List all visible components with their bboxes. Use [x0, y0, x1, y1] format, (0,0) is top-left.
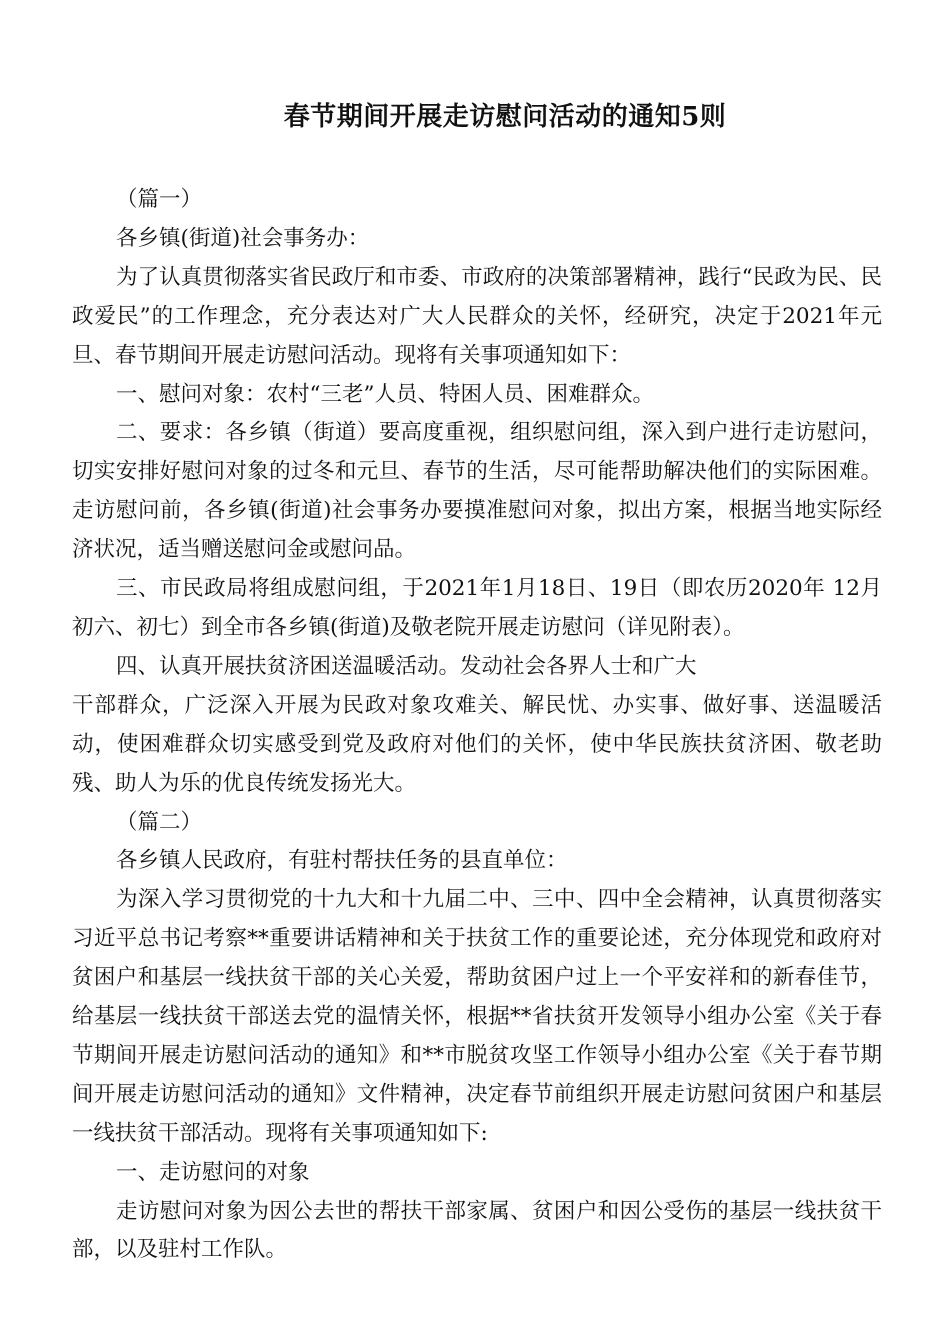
visit-targets-paragraph: 走访慰问对象为因公去世的帮扶干部家属、贫困户和因公受伤的基层一线扶贫干部，以及驻村工作队。 — [72, 1198, 882, 1263]
section-label-part-one: （篇一） — [116, 187, 203, 212]
salutation-paragraph: 各乡镇(街道)社会事务办： — [116, 225, 370, 251]
item-three-paragraph: 三、市民政局将组成慰问组，于2021年1月18日、19日（即农历2020年 12月初六、初七）到全市各乡镇(街道)及敬老院开展走访慰问（详见附表）。 — [72, 576, 882, 640]
intro-paragraph-two: 为深入学习贯彻党的十九大和十九届二中、三中、四中全会精神，认真贯彻落实习近平总书记考察**重要讲话精神和关于扶贫工作的重要论述，充分体现党和政府对贫困户和基层一线扶贫干部的关心关爱，帮助贫困户过上一个平安祥和的新春佳节，给基层一线扶贫干部送去党的温情关怀，根据**省扶贫开发领导小组办公室《关于春节期间开展走访慰问活动的通知》和**市脱贫攻坚工作领导小组办公室《关于春节期间开展走访慰问活动的通知》文件精神，决定春节前组织开展走访慰问贫困户和基层一线扶贫干部活动。现将有关事项通知如下: — [72, 887, 882, 1146]
document-body — [72, 181, 882, 1270]
section-label-part-two: （篇二） — [116, 809, 203, 835]
item-four-continuation-paragraph: 干部群众，广泛深入开展为民政对象攻难关、解民忧、办实事、做好事、送温暖活动，使困难群众切实感受到党及政府对他们的关怀，使中华民族扶贫济困、敬老助残、助人为乐的优良传统发扬光大。 — [72, 692, 882, 796]
item-four-paragraph: 四、认真开展扶贫济困送温暖活动。发动社会各界人士和广大 — [116, 653, 697, 679]
document-title: 春节期间开展走访慰问活动的通知5则 — [283, 102, 727, 132]
salutation-paragraph-two: 各乡镇人民政府，有驻村帮扶任务的县直单位： — [116, 848, 568, 874]
subheading-visit-targets: 一、走访慰问的对象 — [116, 1159, 310, 1185]
item-two-paragraph: 二、要求：各乡镇（街道）要高度重视，组织慰问组，深入到户进行走访慰问，切实安排好慰问对象的过冬和元旦、春节的生活，尽可能帮助解决他们的实际困难。走访慰问前，各乡镇(街道)社会事务办要摸准慰问对象，拟出方案，根据当地实际经济状况，适当赠送慰问金或慰问品。 — [72, 420, 882, 563]
item-one-paragraph: 一、慰问对象：农村“三老”人员、特困人员、困难群众。 — [116, 381, 654, 407]
intro-paragraph: 为了认真贯彻落实省民政厅和市委、市政府的决策部署精神，践行“民政为民、民政爱民”的工作理念，充分表达对广大人民群众的关怀，经研究，决定于2021年元旦、春节期间开展走访慰问活动。现将有关事项通知如下： — [72, 264, 882, 368]
